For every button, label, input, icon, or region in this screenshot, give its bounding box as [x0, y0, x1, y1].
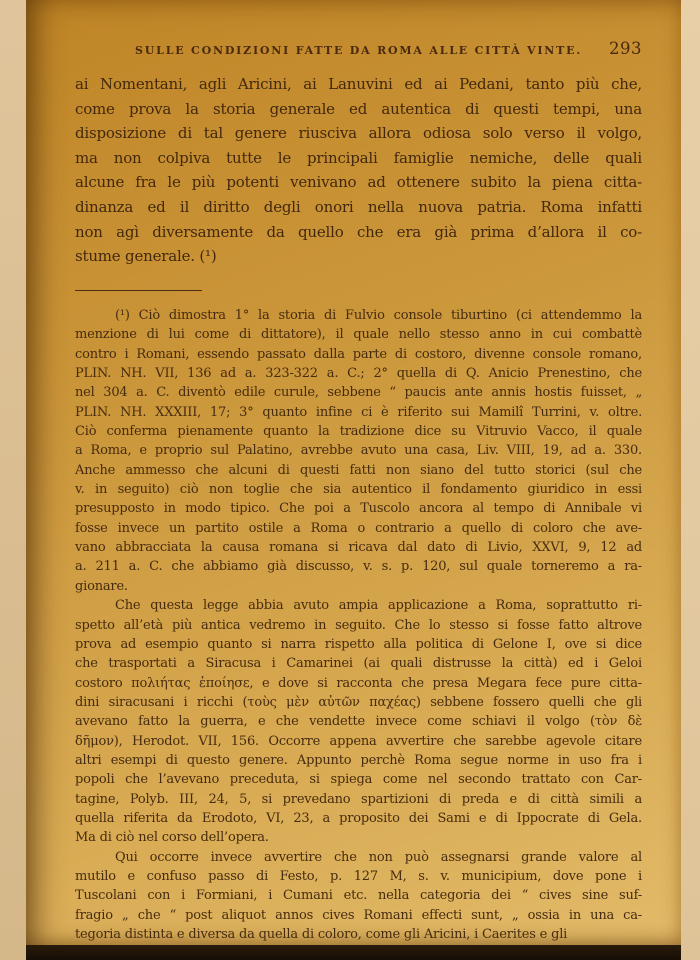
- body-text-line: disposizione di tal genere riusciva allora odiosa solo verso il volgo,: [75, 124, 642, 143]
- page-bottom-edge: [26, 945, 681, 960]
- footnote-text-line: (¹) Ciò dimostra 1° la storia di Fulvio console tiburtino (ci attendemmo la: [115, 308, 642, 323]
- footnote-text-line: Ciò conferma pienamente quanto la tradizione dice su Vitruvio Vacco, il quale: [75, 424, 642, 440]
- footnote-text-line: contro i Romani, essendo passato dalla parte di costoro, divenne console romano,: [75, 346, 642, 362]
- body-text-line: dinanza ed il diritto degli onori nella nuova patria. Roma infatti: [75, 197, 642, 216]
- footnote-text-line: fragio „ che “ post aliquot annos cives Romani effecti sunt, „ ossia in una ca-: [75, 907, 642, 923]
- scan-margin-right: [681, 0, 700, 960]
- footnote-text-line: menzione di lui come di dittatore), il quale nello stesso anno in cui combattè: [75, 327, 642, 343]
- footnote-text-line: Qui occorre invece avvertire che non può assegnarsi grande valore al: [115, 849, 642, 865]
- page-header: [75, 40, 642, 60]
- footnote-text-line: costoro πολιήτας ἐποίησε, e dove si racconta che presa Megara fece pure citta-: [75, 675, 642, 691]
- footnote-text-line: vano abbracciata la causa romana si ricava dal dato di Livio, XXVI, 9, 12 ad: [75, 540, 642, 556]
- footnote-text-line: Tuscolani con i Formiani, i Cumani etc. nella categoria dei “ cives sine suf-: [75, 888, 642, 904]
- running-title: SULLE CONDIZIONI FATTE DA ROMA ALLE CITTÀ VINTE.: [135, 44, 582, 57]
- body-text: [75, 72, 642, 269]
- body-text-line: stume generale. (¹): [75, 247, 217, 266]
- footnote-text-line: a. 211 a. C. che abbiamo già discusso, v. s. p. 120, sul quale torneremo a ra-: [75, 559, 642, 575]
- footnote-text: [75, 306, 642, 944]
- footnote-text-line: tegoria distinta e diversa da quella di coloro, come gli Aricini, i Caerites e gli: [75, 927, 568, 942]
- footnote-text-line: δῆμον), Herodot. VII, 156. Occorre appena avvertire che sarebbe agevole citare: [75, 733, 642, 749]
- footnote-text-line: nel 304 a. C. diventò edile curule, sebbene “ paucis ante annis hostis fuisset, „: [75, 385, 642, 401]
- footnote-text-line: PLIN. NH. XXXIII, 17; 3° quanto infine ci è riferito sui Mamilî Turrini, v. oltre.: [75, 404, 642, 420]
- footnote-text-line: Ma di ciò nel corso dell’opera.: [75, 830, 269, 846]
- body-text-line: non agì diversamente da quello che era già prima d’allora il co-: [75, 222, 642, 241]
- footnote-text-line: tagine, Polyb. III, 24, 5, si prevedano spartizioni di preda e di città simili a: [75, 791, 642, 807]
- footnote-text-line: fosse invece un partito ostile a Roma o contrario a quello di coloro che ave-: [75, 520, 642, 536]
- page-number: 293: [609, 39, 642, 58]
- body-text-line: come prova la storia generale ed autentica di questi tempi, una: [75, 99, 642, 118]
- body-text-line: ma non colpiva tutte le principali famiglie nemiche, delle quali: [75, 148, 642, 167]
- footnote-text-line: avevano fatto la guerra, e che vendette invece come schiavi il volgo (τὸν δὲ: [75, 714, 642, 730]
- body-text-line: ai Nomentani, agli Aricini, ai Lanuvini ed ai Pedani, tanto più che,: [75, 75, 642, 93]
- footnote-text-line: gionare.: [75, 578, 128, 594]
- book-page: [26, 0, 681, 945]
- footnote-text-line: v. in seguito) ciò non toglie che sia autentico il fondamento giuridico in essi: [75, 482, 642, 498]
- footnote-text-line: spetto all’età più antica vedremo in seguito. Che lo stesso si fosse fatto altrove: [75, 617, 642, 633]
- footnote-text-line: Che questa legge abbia avuto ampia applicazione a Roma, soprattutto ri-: [115, 598, 642, 614]
- footnote-separator-rule: [75, 290, 202, 291]
- scan-margin-left: [0, 0, 26, 960]
- footnote-text-line: Anche ammesso che alcuni di questi fatti non siano del tutto storici (sul che: [75, 462, 642, 478]
- footnote-text-line: altri esempi di questo genere. Appunto perchè Roma segue norme in uso fra i: [75, 752, 642, 768]
- footnote-text-line: presupposto in modo tipico. Che poi a Tuscolo ancora al tempo di Annibale vi: [75, 501, 642, 517]
- footnote-text-line: mutilo e confuso passo di Festo, p. 127 M, s. v. municipium, dove pone i: [75, 868, 642, 884]
- footnote-text-line: PLIN. NH. VII, 136 ad a. 323-322 a. C.; 2° quella di Q. Anicio Prenestino, che: [75, 366, 642, 382]
- footnote-text-line: popoli che l’avevano preceduta, si spiega come nel secondo trattato con Car-: [75, 772, 642, 788]
- footnote-text-line: prova ad esempio quanto si narra rispetto alla politica di Gelone I, ove si dice: [75, 636, 642, 652]
- footnote-text-line: quella riferita da Erodoto, VI, 23, a proposito dei Sami e di Ippocrate di Gela.: [75, 810, 642, 826]
- footnote-text-line: a Roma, e proprio sul Palatino, avrebbe avuto una casa, Liv. VIII, 19, ad a. 330.: [75, 443, 642, 459]
- footnote-text-line: dini siracusani i ricchi (τοὺς μὲν αὐτῶν παχέας) sebbene fossero quelli che gli: [75, 694, 642, 710]
- body-text-line: alcune fra le più potenti venivano ad ottenere subito la piena citta-: [75, 173, 642, 192]
- footnote-text-line: che trasportati a Siracusa i Camarinei (ai quali distrusse la città) ed i Geloi: [75, 656, 642, 672]
